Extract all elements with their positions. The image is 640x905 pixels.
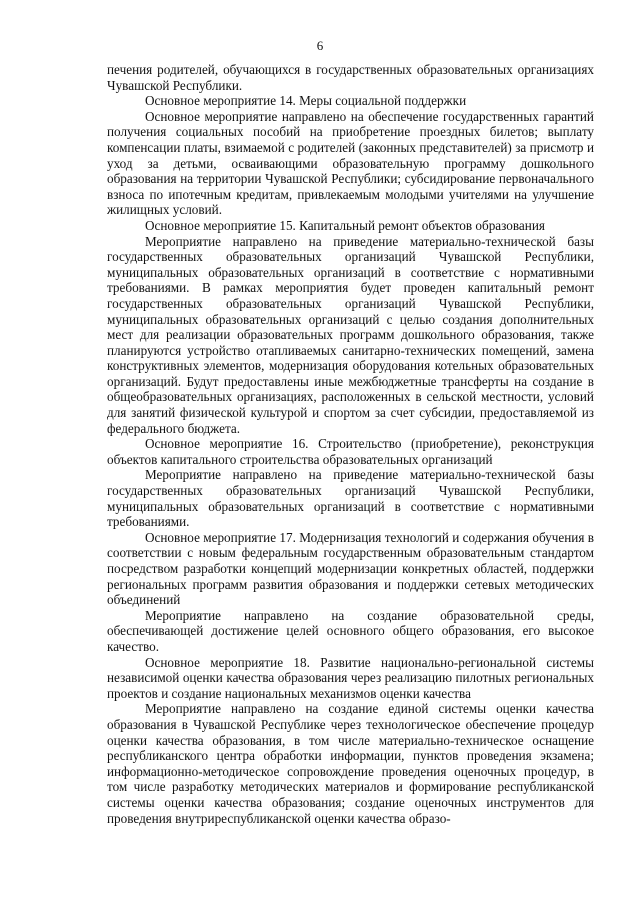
paragraph-measure-15: Мероприятие направлено на приведение материально-технической базы государственных образовательных организаций Чувашской Республики, муниципальных образовательных организаций в соответствие с нормативными требованиями. В рамках мероприятия будет проведен капитальный ремонт государственных образовательных организаций Чувашской Республики, муниципальных образовательных организаций с целью создания дополнительных мест для реализации образовательных программ дошкольного образования, также планируются устройство отапливаемых санитарно-технических помещений, замена конструктивных элементов, модернизация оборудования котельных образовательных организаций. Будут предоставлены иные межбюджетные трансферты на создание в общеобразовательных организациях, расположенных в сельской местности, условий для занятий физической культурой и спортом за счет субсидии, предоставляемой из федерального бюджета. <box>107 233 594 436</box>
heading-measure-17: Основное мероприятие 17. Модернизация технологий и содержания обучения в соответствии с новым федеральным государственным образовательным стандартом посредством разработки концепций модернизации конкретных областей, поддержки региональных программ развития образования и поддержки сетевых методических объединений <box>107 529 594 608</box>
heading-measure-14: Основное мероприятие 14. Меры социальной поддержки <box>145 93 467 109</box>
page-number: 6 <box>316 38 324 53</box>
paragraph-measure-14: Основное мероприятие направлено на обеспечение государственных гарантий получения социальных пособий на приобретение проездных билетов; выплату компенсации платы, взимаемой с родителей (законных представителей) за присмотр и уход за детьми, осваивающими образовательную программу дошкольного образования на территории Чувашской Республики; субсидирование первоначального взноса по ипотечным кредитам, привлекаемым молодыми учителями на улучшение жилищных условий. <box>107 108 594 218</box>
document-body <box>107 62 594 826</box>
heading-measure-18: Основное мероприятие 18. Развитие национально-региональной системы независимой оценки качества образования через реализацию пилотных региональных проектов и создание национальных механизмов оценки качества <box>107 654 594 701</box>
paragraph-measure-18: Мероприятие направлено на создание единой системы оценки качества образования в Чувашской Республике через технологическое обеспечение процедур оценки качества образования, в том числе материально-техническое оснащение республиканского центра обработки информации, пунктов проведения экзамена; информационно-методическое сопровождение проведения оценочных процедур, в том числе разработку методических материалов и формирование республиканской системы оценки качества образования; создание оценочных инструментов для проведения внутриреспубликанской оценки качества образо- <box>107 701 594 826</box>
paragraph-continuation: печения родителей, обучающихся в государственных образовательных организациях Чувашской Республики. <box>107 62 594 93</box>
heading-measure-15: Основное мероприятие 15. Капитальный ремонт объектов образования <box>145 217 545 233</box>
paragraph-measure-16: Мероприятие направлено на приведение материально-технической базы государственных образовательных организаций Чувашской Республики, муниципальных образовательных организаций в соответствие с нормативными требованиями. <box>107 467 594 530</box>
heading-measure-16: Основное мероприятие 16. Строительство (приобретение), реконструкция объектов капитального строительства образовательных организаций <box>107 436 594 467</box>
paragraph-measure-17: Мероприятие направлено на создание образовательной среды, обеспечивающей достижение целей основного общего образования, его высокое качество. <box>107 607 594 654</box>
